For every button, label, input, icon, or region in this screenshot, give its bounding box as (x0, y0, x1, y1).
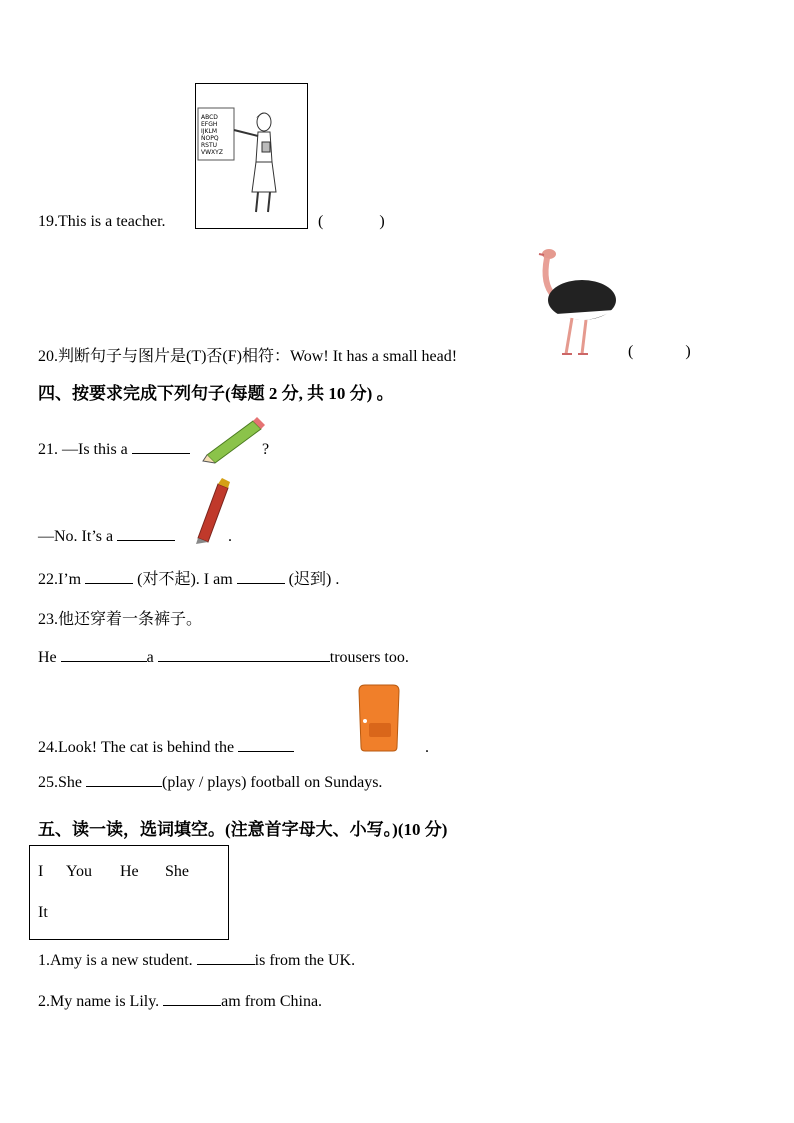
q25-blank[interactable] (86, 785, 162, 787)
pen-picture (188, 478, 232, 544)
q23-blank-1[interactable] (61, 660, 147, 662)
q19-answer-paren: ( ) (318, 213, 385, 230)
q20-answer-paren: ( ) (628, 343, 691, 360)
q21-blank-2[interactable] (117, 539, 175, 541)
q24-blank[interactable] (238, 750, 294, 752)
word-box (29, 845, 229, 940)
q22-blank-2[interactable] (237, 582, 285, 584)
q21-line1-suffix: ? (262, 441, 270, 458)
q21-line2: —No. It’s a (38, 528, 175, 546)
q21-line1: 21. —Is this a (38, 441, 190, 459)
board-line: IJKLM (201, 128, 217, 135)
teacher-illustration (196, 84, 307, 228)
q23-answer-line: He a trousers too. (38, 649, 409, 666)
board-line: VWXYZ (201, 149, 223, 156)
q21-blank-1[interactable] (132, 452, 190, 454)
door-picture (355, 685, 401, 753)
board-line: RSTU (201, 142, 218, 149)
q22-blank-1[interactable] (85, 582, 133, 584)
q22-text: 22.I’m (对不起). I am (迟到) . (38, 571, 340, 588)
q24-text: 24.Look! The cat is behind the (38, 739, 294, 757)
word-option: She (165, 863, 189, 880)
q21-line2-suffix: . (228, 528, 232, 545)
sentence-1: 1.Amy is a new student. is from the UK. (38, 952, 356, 969)
word-option: You (66, 863, 92, 880)
pencil-picture (203, 413, 265, 461)
word-option: It (38, 904, 48, 921)
q23-blank-2[interactable] (158, 660, 330, 662)
teacher-picture (195, 83, 308, 229)
board-line: EFGH (201, 121, 218, 128)
section-4-title: 四、按要求完成下列句子(每题 2 分, 共 10 分) 。 (38, 384, 394, 403)
sentence-2-blank[interactable] (163, 1004, 221, 1006)
board-line: NOPQ (201, 135, 219, 142)
q23-prompt: 23.他还穿着一条裤子。 (38, 611, 203, 628)
sentence-1-blank[interactable] (197, 963, 255, 965)
q25-text: 25.She (play / plays) football on Sundays. (38, 774, 383, 791)
board-line: ABCD (201, 114, 218, 121)
q20-text: 20.判断句子与图片是(T)否(F)相符：Wow! It has a small head! (38, 348, 458, 365)
word-option: He (120, 863, 139, 880)
section-5-title: 五、读一读，选词填空。(注意首字母大、小写。)(10 分) (38, 820, 448, 839)
q24-suffix: . (425, 739, 429, 756)
sentence-2: 2.My name is Lily. am from China. (38, 993, 323, 1010)
word-option: I (38, 863, 44, 880)
ostrich-picture (534, 244, 624, 359)
q19-text: 19.This is a teacher. (38, 213, 166, 230)
